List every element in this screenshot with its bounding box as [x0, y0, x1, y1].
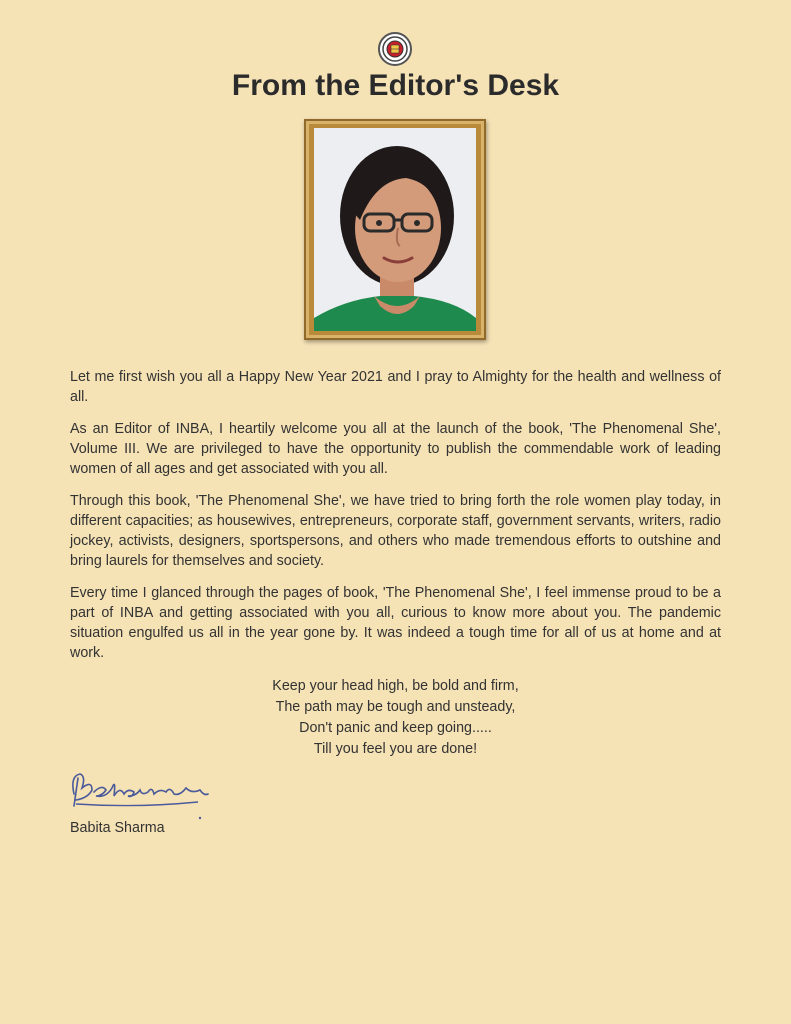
handwritten-signature [66, 766, 216, 822]
poem [0, 676, 791, 760]
poem-line: Keep your head high, be bold and firm, [272, 678, 519, 694]
poem-line: Till you feel you are done! [313, 741, 478, 757]
inba-emblem-icon [378, 32, 412, 66]
poem-line: The path may be tough and unsteady, [275, 699, 516, 715]
portrait-photo [314, 128, 476, 331]
paragraph: Through this book, 'The Phenomenal She', we have tried to bring forth the role women play today, in different capacities; as housewives, entrepreneurs, corporate staff, government servants, writers, radio jockey, activists, designers, sportspersons, and others who made tremendous efforts to outshine and bring laurels for themselves and society. [70, 493, 721, 569]
page-title: From the Editor's Desk [231, 69, 560, 102]
editor-letter [70, 367, 721, 675]
paragraph: As an Editor of INBA, I heartily welcome you all at the launch of the book, 'The Phenomenal She', Volume III. We are privileged to have the opportunity to publish the commendable work of leading women of all ages and get associated with you all. [70, 421, 721, 477]
paragraph: Let me first wish you all a Happy New Year 2021 and I pray to Almighty for the health and wellness of all. [70, 369, 721, 405]
signatory-name: Babita Sharma [70, 820, 165, 836]
paragraph: Every time I glanced through the pages of book, 'The Phenomenal She', I feel immense proud to be a part of INBA and getting associated with you all, curious to know more about you. The pandemic situation engulfed us all in the year gone by. It was indeed a tough time for all of us at home and at work. [70, 585, 721, 661]
photo-frame [304, 119, 486, 340]
poem-line: Don't panic and keep going..... [299, 720, 492, 736]
